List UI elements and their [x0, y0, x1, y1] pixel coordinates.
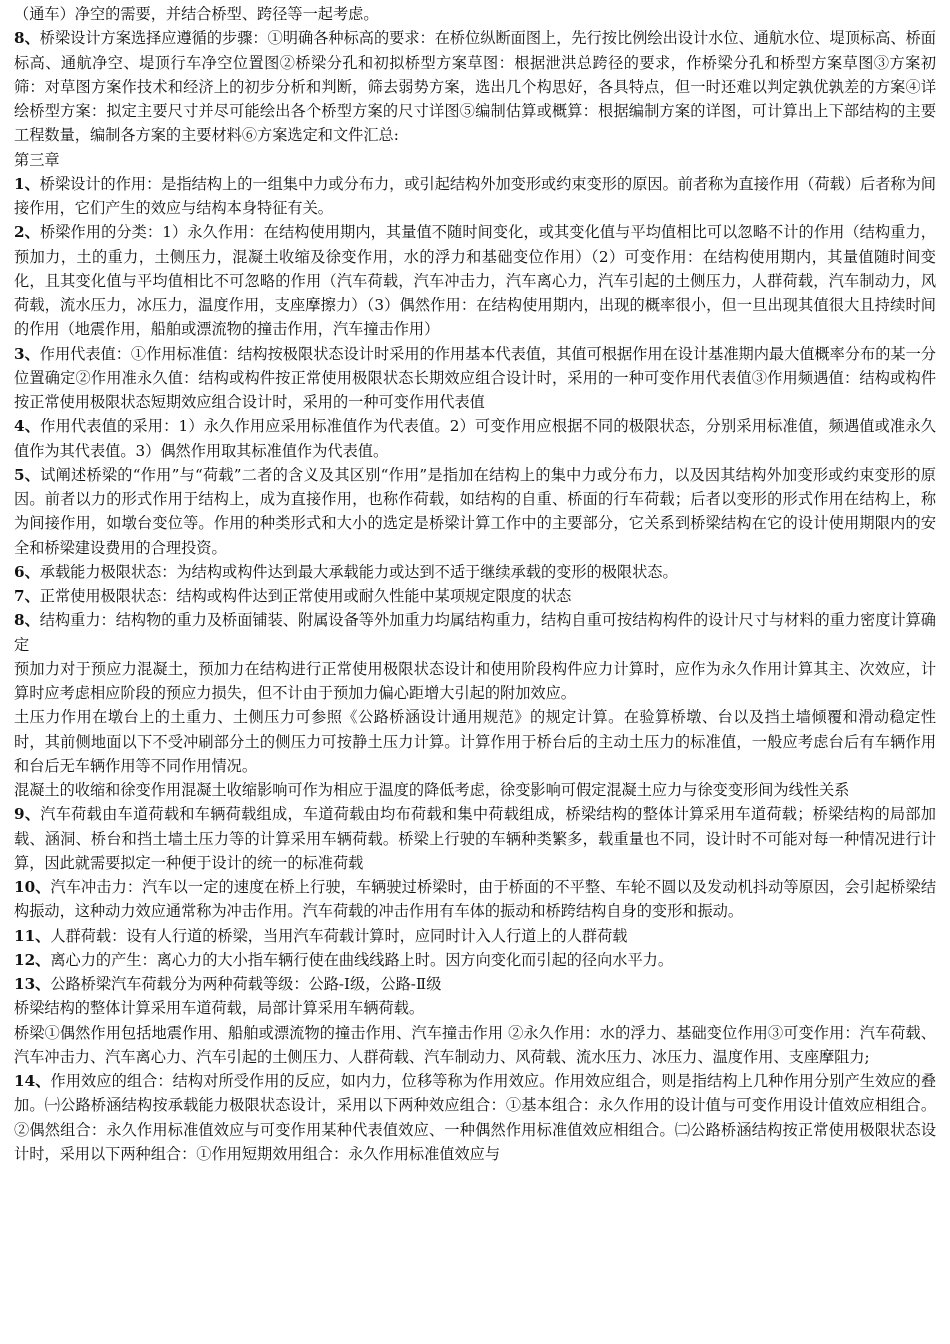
paragraph-text: 作用效应的组合：结构对所受作用的反应，如内力，位移等称为作用效应。作用效应组合，则是指结构上几种作用分别产生效应的叠加。㈠公路桥涵结构按承载能力极限状态设计，采用以下两种效应组合：①基本组合：永久作用的设计值与可变作用设计值效应相组合。②偶然组合：永久作用标准值效应与可变作用某种代表值效应、一种偶然作用标准值效应相组合。㈡公路桥涵结构按正常使用极限状态设计时，采用以下两种组合：①作用短期效用组合：永久作用标准值效应与 — [14, 1072, 937, 1163]
paragraph-text: 土压力作用在墩台上的土重力、土侧压力可参照《公路桥涵设计通用规范》的规定计算。在验算桥墩、台以及挡土墙倾覆和滑动稳定性时，其前侧地面以下不受冲刷部分土的侧压力可按静土压力计算。计算作用于桥台后的主动土压力的标准值，一般应考虑台后有车辆作用和台后无车辆作用等不同作用情况。 — [14, 708, 936, 775]
paragraph-text: 预加力对于预应力混凝土，预加力在结构进行正常使用极限状态设计和使用阶段构件应力计算时，应作为永久作用计算其主、次效应，计算时应考虑相应阶段的预应力损失，但不计由于预加力偏心距增大引起的附加效应。 — [14, 659, 936, 702]
item-number: 4、 — [14, 417, 41, 436]
paragraph — [14, 342, 936, 415]
paragraph-text: 公路桥梁汽车荷载分为两种荷载等级：公路-Ⅰ级，公路-Ⅱ级 — [50, 975, 442, 993]
item-number: 7、 — [14, 587, 40, 605]
paragraph — [14, 414, 936, 463]
paragraph-text: 离心力的产生：离心力的大小指车辆行使在曲线线路上时。因方向变化而引起的径向水平力。 — [50, 950, 674, 969]
paragraph — [14, 608, 936, 657]
paragraph — [14, 220, 936, 341]
paragraph-text: 人群荷载：设有人行道的桥梁，当用汽车荷载计算时，应同时计入人行道上的人群荷载 — [50, 926, 628, 945]
item-number: 8、 — [14, 29, 40, 48]
paragraph-text: 承载能力极限状态：为结构或构件达到最大承载能力或达到不适于继续承载的变形的极限状态。 — [39, 562, 678, 581]
paragraph — [14, 26, 936, 147]
paragraph — [14, 996, 936, 1020]
paragraph — [14, 875, 936, 924]
paragraph — [14, 560, 936, 584]
paragraph-text: 正常使用极限状态：结构或构件达到正常使用或耐久性能中某项规定限度的状态 — [39, 587, 572, 605]
paragraph-text: 试阐述桥梁的“作用”与“荷载”二者的含义及其区别“作用”是指加在结构上的集中力或分布力，以及因其结构外加变形或约束变形的原因。前者以力的形式作用于结构上，成为直接作用，也称作荷载，如结构的自重、桥面的行车荷载；后者以变形的形式作用在结构上，称为间接作用，如墩台变位等。作用的种类形式和大小的选定是桥梁计算工作中的主要部分，它关系到桥梁结构在它的设计使用期限内的安全和桥梁建设费用的合理投资。 — [14, 465, 936, 557]
item-number: 6、 — [14, 562, 40, 581]
paragraph — [14, 2, 936, 26]
item-number: 10、 — [14, 878, 51, 896]
paragraph — [14, 972, 936, 996]
item-number: 13、 — [14, 975, 51, 993]
paragraph — [14, 802, 936, 875]
paragraph-text: 作用代表值：①作用标准值：结构按极限状态设计时采用的作用基本代表值，其值可根据作用在设计基准期内最大值概率分布的某一分位置确定②作用准永久值：结构或构件按正常使用极限状态长期效应组合设计时，采用的一种可变作用代表值③作用频遇值：结构或构件按正常使用极限状态短期效应组合设计时，采用的一种可变作用代表值 — [14, 344, 936, 411]
paragraph — [14, 1021, 936, 1070]
paragraph — [14, 463, 936, 560]
paragraph — [14, 948, 936, 972]
item-number: 12、 — [14, 950, 51, 969]
item-number: 11、 — [14, 926, 51, 945]
paragraph-text: 桥梁设计方案选择应遵循的步骤：①明确各种标高的要求：在桥位纵断面图上，先行按比例绘出设计水位、通航水位、堤顶标高、桥面标高、通航净空、堤顶行车净空位置图②桥梁分孔和初拟桥型方案草图：根据泄洪总跨径的要求，作桥梁分孔和桥型方案草图③方案初筛：对草图方案作技术和经济上的初步分析和判断，筛去弱势方案，选出几个构思好，各具特点，但一时还难以判定孰优孰差的方案④详绘桥型方案：拟定主要尺寸并尽可能绘出各个桥型方案的尺寸详图⑤编制估算或概算：根据编制方案的详图，可计算出上下部结构的主要工程数量，编制各方案的主要材料⑥方案选定和文件汇总: — [14, 29, 936, 145]
paragraph-text: 桥梁设计的作用：是指结构上的一组集中力或分布力，或引起结构外加变形或约束变形的原因。前者称为直接作用（荷载）后者称为间接作用，它们产生的效应与结构本身特征有关。 — [14, 174, 936, 217]
paragraph-text: 第三章 — [14, 150, 60, 169]
paragraph — [14, 584, 936, 608]
paragraph — [14, 924, 936, 948]
item-number: 8、 — [14, 611, 40, 630]
paragraph-text: 桥梁结构的整体计算采用车道荷载，局部计算采用车辆荷载。 — [14, 999, 425, 1018]
paragraph-text: 汽车冲击力：汽车以一定的速度在桥上行驶，车辆驶过桥梁时，由于桥面的不平整、车轮不圆以及发动机抖动等原因，会引起桥梁结构振动，这种动力效应通常称为冲击作用。汽车荷载的冲击作用有车体的振动和桥跨结构自身的变形和振动。 — [14, 878, 937, 921]
paragraph — [14, 657, 936, 706]
paragraph — [14, 778, 936, 802]
paragraph-text: （通车）净空的需要，并结合桥型、跨径等一起考虑。 — [14, 5, 379, 23]
paragraph — [14, 1069, 936, 1166]
paragraph-text: 作用代表值的采用：1）永久作用应采用标准值作为代表值。2）可变作用应根据不同的极限状态，分别采用标准值，频遇值或准永久值作为其代表值。3）偶然作用取其标准值作为代表值。 — [14, 417, 936, 460]
paragraph — [14, 705, 936, 778]
paragraph-text: 混凝土的收缩和徐变作用混凝土收缩影响可作为相应于温度的降低考虑，徐变影响可假定混凝土应力与徐变变形间为线性关系 — [14, 781, 850, 799]
item-number: 9、 — [14, 805, 41, 824]
paragraph-text: 结构重力：结构物的重力及桥面铺装、附属设备等外加重力均属结构重力，结构自重可按结构构件的设计尺寸与材料的重力密度计算确定 — [14, 611, 936, 654]
item-number: 14、 — [14, 1072, 51, 1090]
item-number: 1、 — [14, 174, 40, 193]
paragraph-text: 桥梁①偶然作用包括地震作用、船舶或漂流物的撞击作用、汽车撞击作用 ②永久作用：水的浮力、基础变位作用③可变作用：汽车荷载、汽车冲击力、汽车离心力、汽车引起的土侧压力、人群荷载、汽车制动力、风荷载、流水压力、冰压力、温度作用、支座摩阻力; — [14, 1023, 936, 1066]
item-number: 2、 — [14, 223, 40, 242]
paragraph-text: 桥梁作用的分类：1）永久作用：在结构使用期内，其量值不随时间变化，或其变化值与平均值相比可以忽略不计的作用（结构重力，预加力，土的重力，土侧压力，混凝土收缩及徐变作用，水的浮力和基础变位作用）（2）可变作用：在结构使用期内，其量值随时间变化，且其变化值与平均值相比不可忽略的作用（汽车荷载，汽车冲击力，汽车离心力，汽车引起的土侧压力，人群荷载，汽车制动力，风荷载，流水压力，冰压力，温度作用，支座摩擦力）（3）偶然作用：在结构使用期内，出现的概率很小，但一旦出现其值很大且持续时间的作用（地震作用，船舶或漂流物的撞击作用，汽车撞击作用） — [14, 223, 936, 339]
paragraph — [14, 148, 936, 172]
paragraph — [14, 172, 936, 221]
item-number: 5、 — [14, 465, 41, 484]
paragraph-text: 汽车荷载由车道荷载和车辆荷载组成，车道荷载由均布荷载和集中荷载组成，桥梁结构的整体计算采用车道荷载；桥梁结构的局部加载、涵洞、桥台和挡土墙土压力等的计算采用车辆荷载。桥梁上行驶的车辆种类繁多，载重量也不同，设计时不可能对每一种情况进行计算，因此就需要拟定一种便于设计的统一的标准荷载 — [14, 805, 936, 872]
item-number: 3、 — [14, 344, 40, 363]
